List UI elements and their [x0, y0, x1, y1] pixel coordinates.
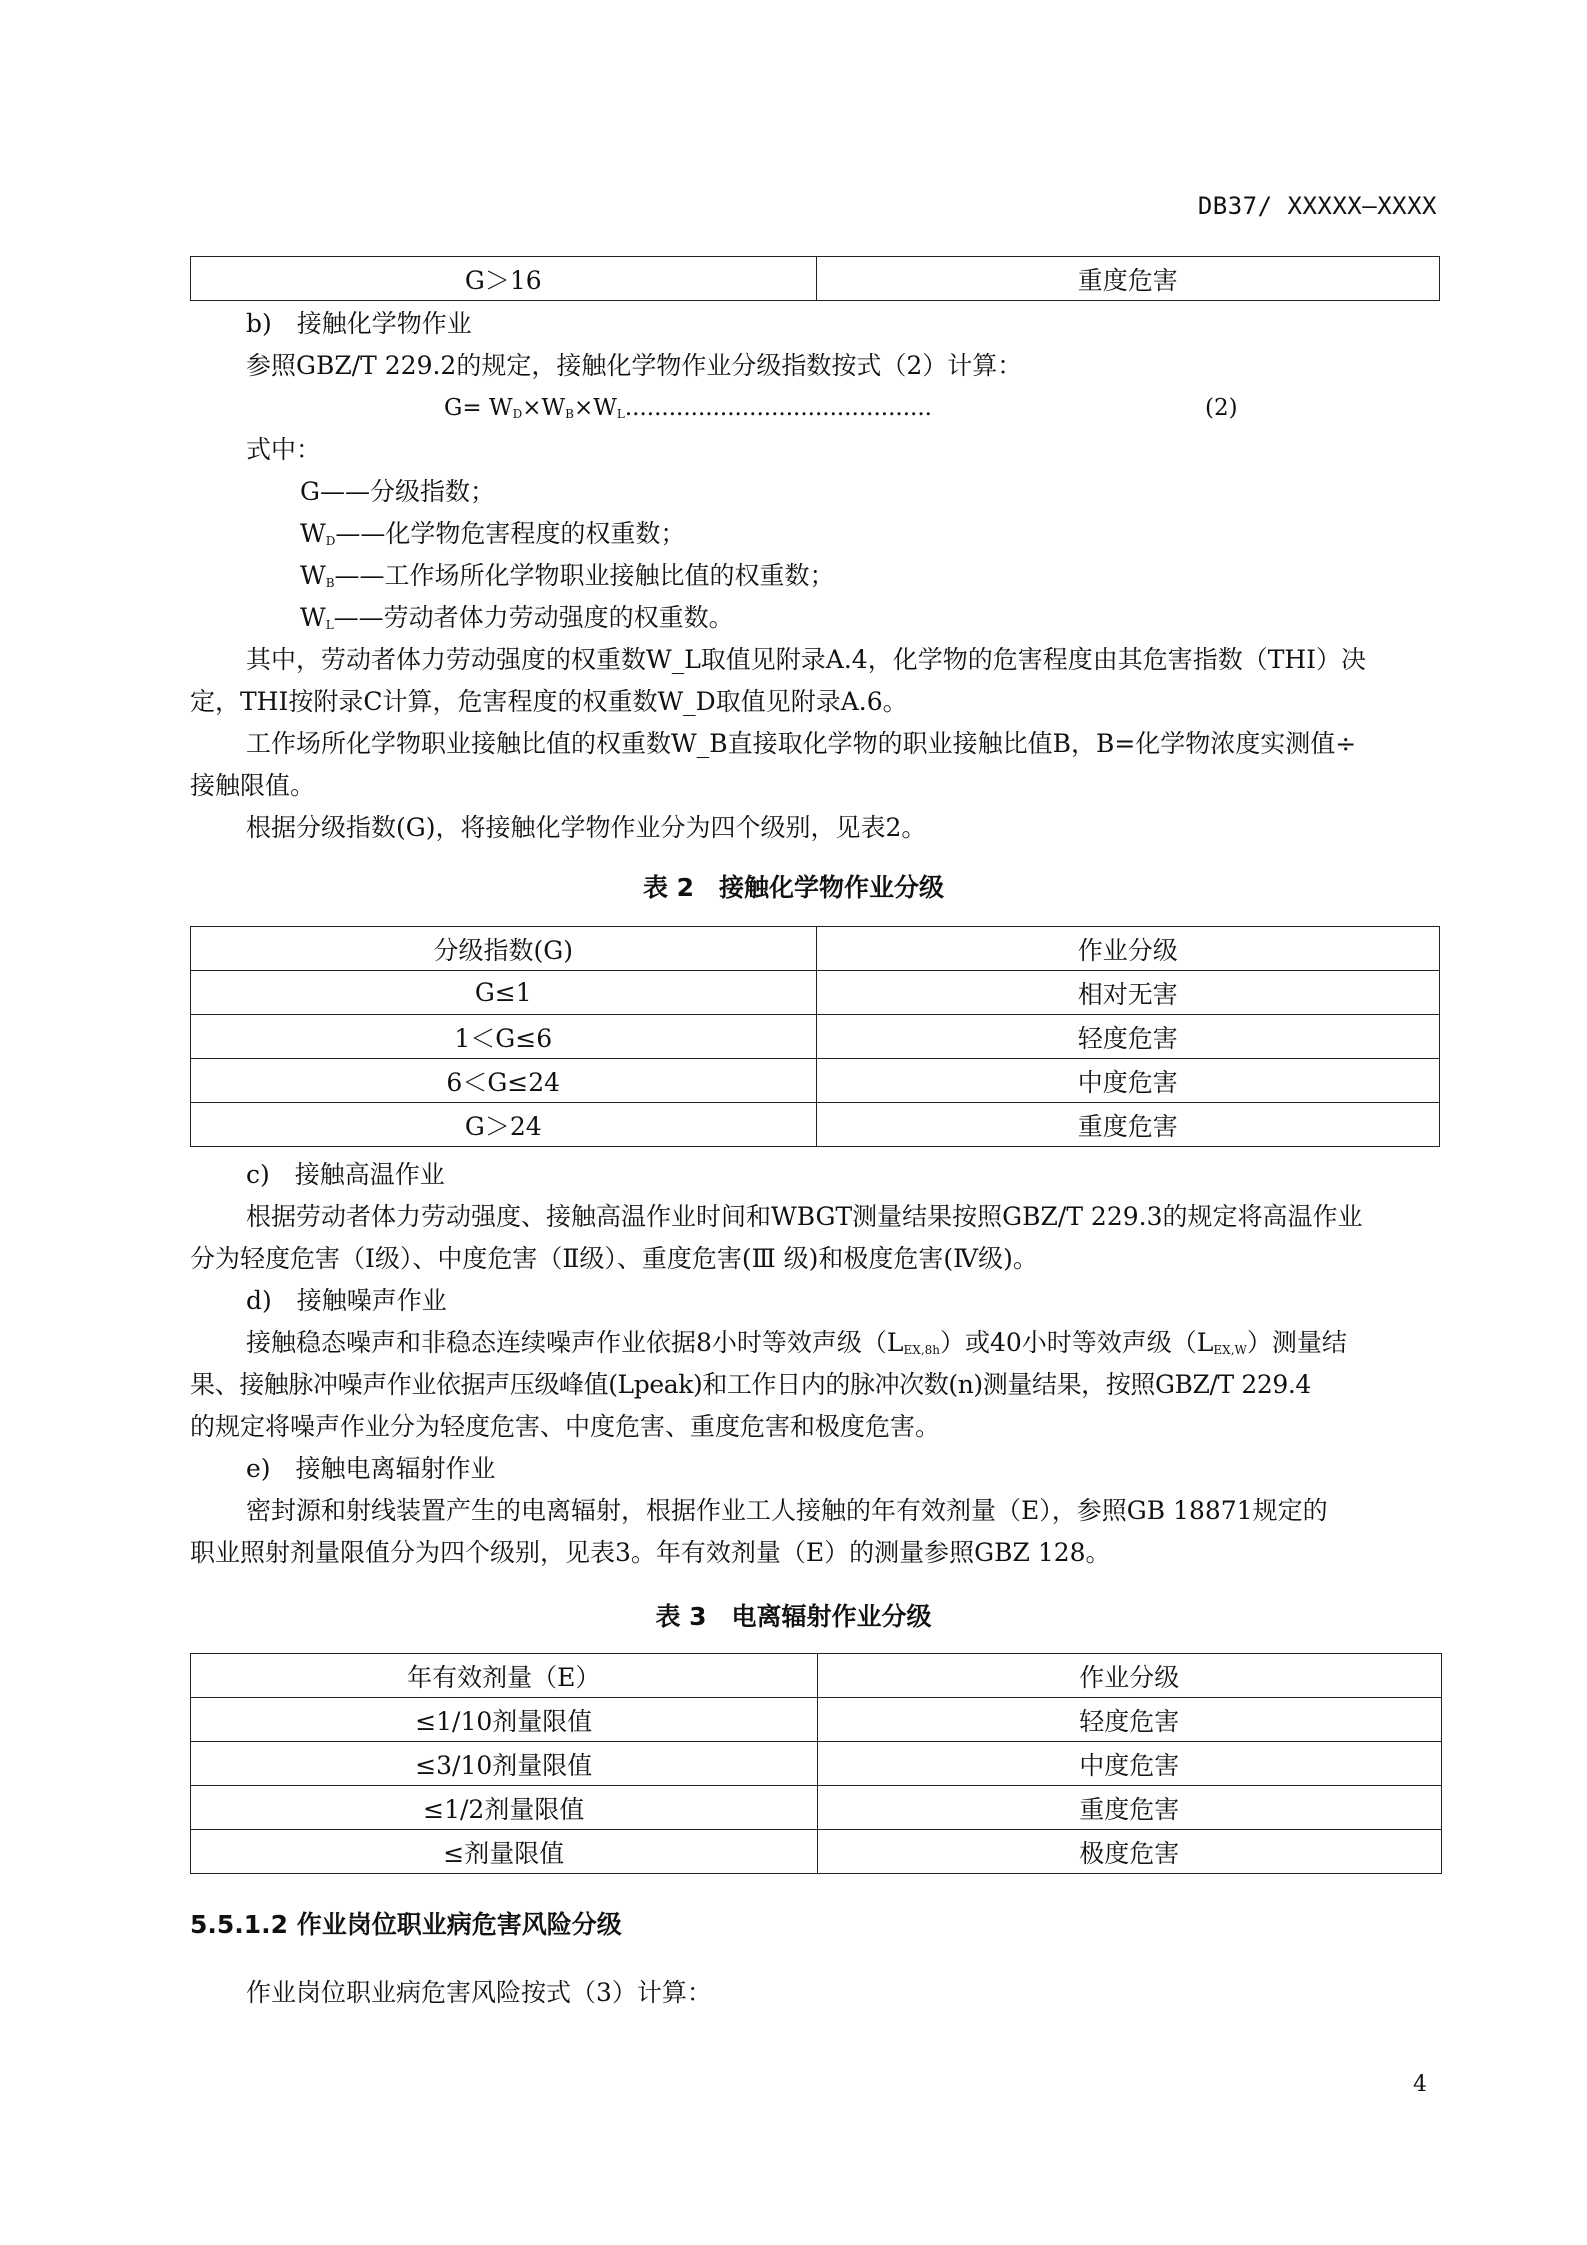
paragraph-b1-line2: 定，THI按附录C计算，危害程度的权重数W_D取值见附录A.6。 — [190, 687, 908, 716]
table-2-title: 表 2 接触化学物作业分级 — [642, 873, 945, 902]
table-cell-level: 相对无害 — [816, 971, 1440, 1015]
table-cell-index: G≤1 — [191, 971, 817, 1015]
def-g: G——分级指数； — [300, 477, 495, 506]
section-c-heading: c) 接触高温作业 — [246, 1160, 445, 1189]
table-2 — [190, 926, 1440, 1147]
table-cell-level: 中度危害 — [816, 1059, 1440, 1103]
table-1-tail — [190, 256, 1440, 301]
section-e-heading: e) 接触电离辐射作业 — [246, 1454, 496, 1483]
section-5-5-1-2-text: 作业岗位职业病危害风险按式（3）计算： — [246, 1978, 712, 2007]
paragraph-b2-line1: 工作场所化学物职业接触比值的权重数W_B直接取化学物的职业接触比值B，B=化学物浓度实测值÷ — [246, 729, 1357, 758]
section-b-heading: b) 接触化学物作业 — [246, 309, 472, 338]
table-row — [191, 1742, 1442, 1786]
formula-2: $G= W_D\times W_B\times W_L$.......................................... — [444, 395, 932, 421]
table-cell-level: 重度危害 — [816, 1103, 1440, 1147]
page-number: 4 — [1413, 2072, 1427, 2097]
table-row — [191, 257, 1440, 301]
table-row — [191, 1830, 1442, 1874]
section-d-line2: 果、接触脉冲噪声作业依据声压级峰值(Lpeak)和工作日内的脉冲次数(n)测量结果，按照GBZ/T 229.4 — [190, 1370, 1311, 1399]
document-code: DB37/ XXXXX—XXXX — [1197, 192, 1437, 220]
table-cell-level: 重度危害 — [817, 1786, 1442, 1830]
column-header-index: 分级指数(G) — [191, 927, 817, 971]
sub-d: D — [512, 407, 523, 421]
column-header-level: 作业分级 — [817, 1654, 1442, 1698]
table-cell-index: ≤剂量限值 — [191, 1830, 818, 1874]
formula-g: G= W — [444, 395, 513, 421]
sub-b: B — [565, 407, 574, 421]
table-cell-index: ≤1/2剂量限值 — [191, 1786, 818, 1830]
section-d-line1: 接触稳态噪声和非稳态连续噪声作业依据8小时等效声级$(L_{EX,8h})$或40小时等效声级$(L_{EX,W})$测量结 — [246, 1328, 1347, 1357]
section-d-line3: 的规定将噪声作业分为轻度危害、中度危害、重度危害和极度危害。 — [190, 1412, 941, 1441]
section-e-line1: 密封源和射线装置产生的电离辐射，根据作业工人接触的年有效剂量（E），参照GB 18871规定的 — [246, 1496, 1328, 1525]
section-c-line1: 根据劳动者体力劳动强度、接触高温作业时间和WBGT测量结果按照GBZ/T 229.3的规定将高温作业 — [246, 1202, 1363, 1231]
table-cell-level: 轻度危害 — [816, 1015, 1440, 1059]
table-3-title: 表 3 电离辐射作业分级 — [655, 1602, 932, 1631]
table-cell-index: G＞24 — [191, 1103, 817, 1147]
table-row — [191, 971, 1440, 1015]
section-c-line2: 分为轻度危害（Ⅰ级）、中度危害（Ⅱ级）、重度危害(Ⅲ 级)和极度危害(Ⅳ级)。 — [190, 1244, 1038, 1273]
table-cell-level: 重度危害 — [816, 257, 1440, 301]
where-label: 式中： — [246, 435, 322, 464]
table-header-row — [191, 927, 1440, 971]
table-cell-index: 6＜G≤24 — [191, 1059, 817, 1103]
table-cell-index: ≤1/10剂量限值 — [191, 1698, 818, 1742]
table-cell-level: 中度危害 — [817, 1742, 1442, 1786]
table-row — [191, 1059, 1440, 1103]
table-row — [191, 1698, 1442, 1742]
formula-number: (2) — [1205, 395, 1238, 421]
formula-dots: .......................................... — [624, 395, 932, 421]
sub-l: L — [616, 407, 625, 421]
def-wd: $W_D——$化学物危害程度的权重数； — [300, 519, 686, 548]
table-cell-index: G＞16 — [191, 257, 817, 301]
section-d-heading: d) 接触噪声作业 — [246, 1286, 447, 1315]
def-wb: $W_B——$工作场所化学物职业接触比值的权重数； — [300, 561, 835, 590]
table-cell-index: 1＜G≤6 — [191, 1015, 817, 1059]
table-cell-index: ≤3/10剂量限值 — [191, 1742, 818, 1786]
def-wl: $W_L——$劳动者体力劳动强度的权重数。 — [300, 603, 734, 632]
table-row — [191, 1015, 1440, 1059]
paragraph-b1-line1: 其中，劳动者体力劳动强度的权重数W_L取值见附录A.4，化学物的危害程度由其危害指数（THI）决 — [246, 645, 1367, 674]
section-b-intro: 参照GBZ/T 229.2的规定，接触化学物作业分级指数按式（2）计算： — [246, 351, 1023, 380]
table-row — [191, 1103, 1440, 1147]
table-cell-level: 轻度危害 — [817, 1698, 1442, 1742]
section-e-line2: 职业照射剂量限值分为四个级别，见表3。年有效剂量（E）的测量参照GBZ 128。 — [190, 1538, 1111, 1567]
column-header-index: 年有效剂量（E） — [191, 1654, 818, 1698]
column-header-level: 作业分级 — [816, 927, 1440, 971]
paragraph-b2-line2: 接触限值。 — [190, 771, 316, 800]
table-cell-level: 极度危害 — [817, 1830, 1442, 1874]
table-header-row — [191, 1654, 1442, 1698]
table-row — [191, 1786, 1442, 1830]
section-5-5-1-2-heading: 5.5.1.2 作业岗位职业病危害风险分级 — [190, 1910, 622, 1939]
paragraph-b3: 根据分级指数(G)，将接触化学物作业分为四个级别，见表2。 — [246, 813, 927, 842]
table-3 — [190, 1653, 1442, 1874]
